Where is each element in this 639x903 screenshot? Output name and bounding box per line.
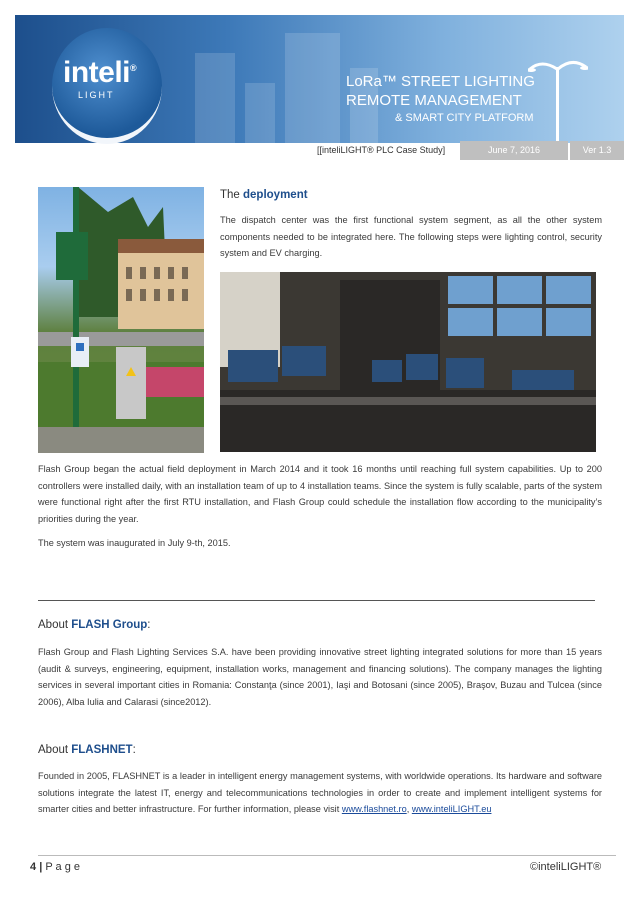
ev-charger-street-photo [38, 187, 204, 453]
dispatch-center-photo [220, 272, 596, 452]
logo-text: inteli® [63, 56, 137, 89]
copyright: ©inteliLIGHT® [530, 861, 602, 873]
about-flash-body: Flash Group and Flash Lighting Services S.A. have been providing innovative street lighting integrated solutions for more than 15 years (audit & surveys, engineering, equipment, installation works, management and financing solutions). The company manages the lighting services in several important cities in Romania: Constanţa (since 2001), Iaşi and Botosani (since 2005), Braşov, Buzau and Tulcea (since 2006), Alba Iulia and Calarasi (since2012). [38, 647, 602, 707]
document-date: June 7, 2016 [460, 141, 568, 160]
street-lamp-icon [528, 55, 588, 150]
intelilight-link[interactable]: www.inteliLIGHT.eu [411, 804, 492, 815]
banner-title-line3: & SMART CITY PLATFORM [395, 112, 534, 124]
about-flashnet-body [38, 768, 602, 818]
building-silhouette [245, 83, 275, 143]
logo-subtext: LIGHT [78, 90, 115, 100]
section-divider [38, 600, 595, 601]
deployment-body: Flash Group began the actual field deployment in March 2014 and it took 16 months until reaching full system capabilities. Up to 200 controllers were installed daily, with an installation team of up to 4 installation teams. Since the system is fully scalable, parts of the system were functional right after the first RTU installation, and Flash Group could schedule the installation flow according to the municipality’s priorities during the year. [38, 464, 602, 524]
deployment-intro: The dispatch center was the first functional system segment, as all the other system components needed to be integrated here. The following steps were lighting control, security system and EV charging. [220, 215, 602, 259]
about-flashnet-heading: About FLASHNET: [38, 744, 136, 756]
banner-title-line2: REMOTE MANAGEMENT [346, 92, 522, 109]
deployment-heading: The deployment [220, 189, 308, 201]
building-silhouette [195, 53, 235, 143]
page-number: 4 | P a g e [30, 861, 80, 873]
link-separator: , [406, 804, 410, 815]
case-study-label: [[inteliLIGHT® PLC Case Study] [317, 145, 446, 155]
building-silhouette [285, 33, 340, 143]
document-version: Ver 1.3 [570, 141, 624, 160]
flashnet-link[interactable]: www.flashnet.ro [341, 804, 407, 815]
footer-rule [38, 855, 616, 856]
about-flashnet-text: Founded in 2005, FLASHNET is a leader in intelligent energy management systems, with worldwide operations. Its hardware and software solutions integrate the latest IT, energy and telecommunications technologies in order to create and implement intelligent systems for smarter cities and better infrastructure. For further information, please visit [38, 771, 602, 815]
inauguration-text: The system was inaugurated in July 9-th, 2015. [38, 538, 231, 548]
about-flash-heading: About FLASH Group: [38, 619, 151, 631]
banner-title-line1: LoRa™ STREET LIGHTING [346, 73, 535, 90]
